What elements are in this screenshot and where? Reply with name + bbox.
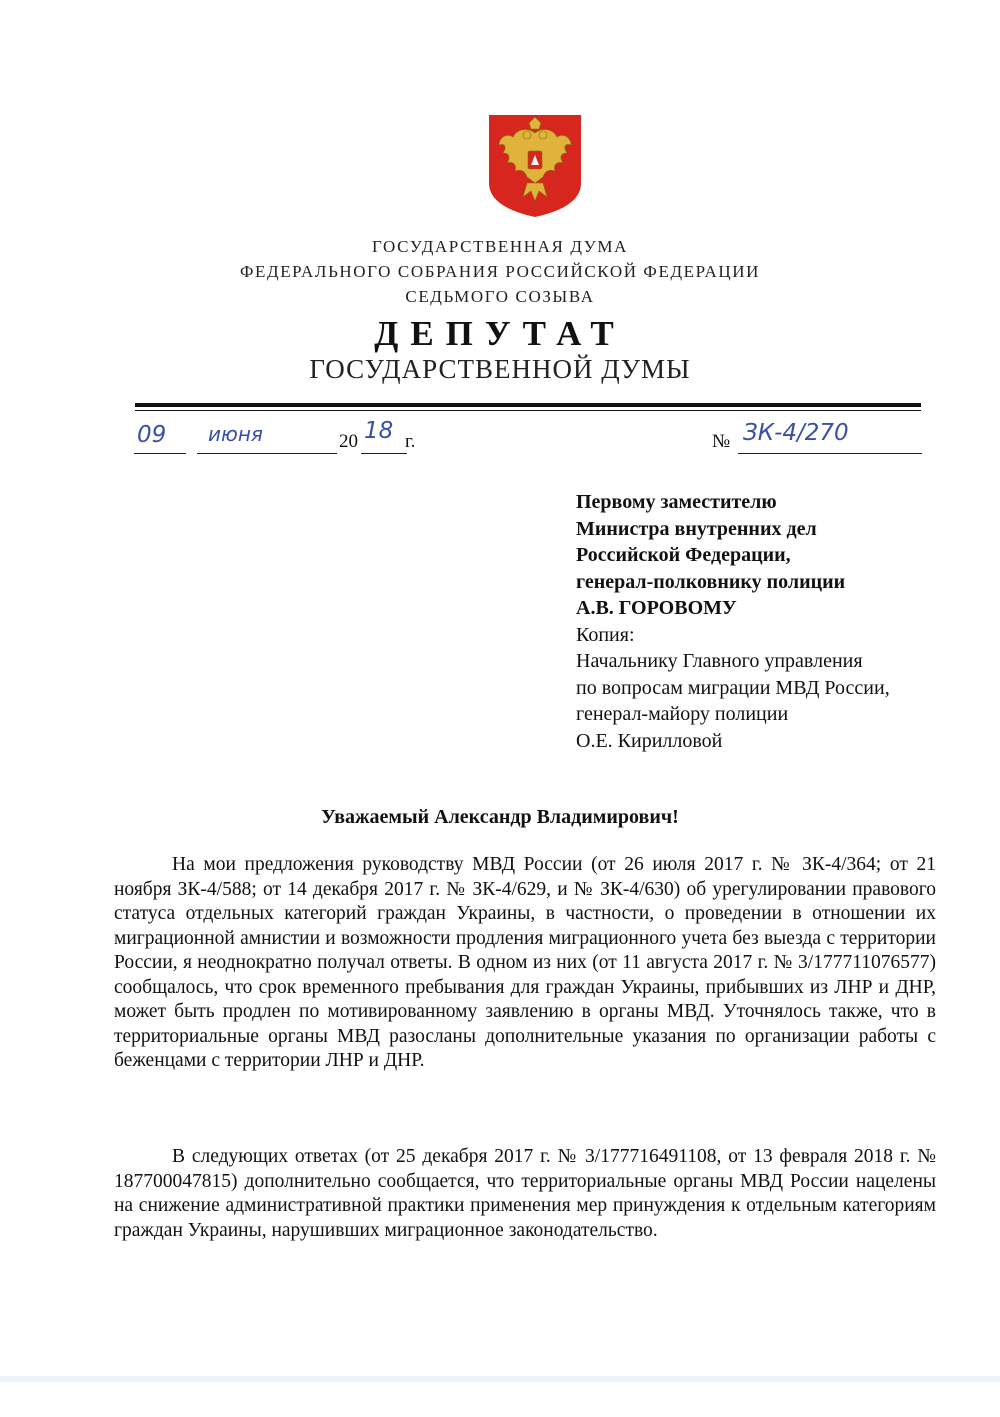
copy-label: Копия:	[576, 623, 635, 646]
copy-line-2: по вопросам миграции МВД России,	[576, 676, 890, 699]
date-year-unit: г.	[405, 431, 416, 452]
salutation: Уважаемый Александр Владимирович!	[321, 806, 679, 828]
org-name-line-1: ГОСУДАРСТВЕННАЯ ДУМА	[372, 237, 628, 256]
body-paragraph-2: В следующих ответах (от 25 декабря 2017 г. № 3/177716491108, от 13 февраля 2018 г. № 187700047815) дополнительно сообщается, что территориальные органы МВД России нацелены на снижение административной практики применения мер принуждения к отдельным категориям граждан Украины, нарушивших миграционное законодательство.	[114, 1146, 936, 1241]
document-number-handwritten: ЗК-4/270	[743, 420, 849, 446]
copy-line-3: генерал-майору полиции	[576, 703, 789, 725]
date-year-handwritten: 18	[364, 418, 394, 444]
org-name-line-2: ФЕДЕРАЛЬНОГО СОБРАНИЯ РОССИЙСКОЙ ФЕДЕРАЦИИ	[239, 262, 761, 281]
copy-name: О.Е. Кирилловой	[576, 729, 723, 752]
copy-line-1: Начальнику Главного управления	[576, 650, 863, 672]
scan-artifact-band	[0, 1376, 1000, 1382]
date-year-underline	[361, 453, 407, 454]
addressee-name: А.В. ГОРОВОМУ	[576, 597, 737, 619]
addressee-line-3: Российской Федерации,	[576, 544, 791, 566]
russian-coat-of-arms-icon	[487, 113, 583, 219]
document-subtitle: ГОСУДАРСТВЕННОЙ ДУМЫ	[309, 354, 691, 384]
header-divider-thin	[135, 410, 921, 411]
date-month-handwritten: июня	[208, 422, 263, 446]
date-day-handwritten: 09	[137, 422, 167, 448]
addressee-line-1: Первому заместителю	[576, 491, 777, 513]
number-sign: №	[712, 431, 731, 452]
date-month-underline	[197, 453, 337, 454]
addressee-block	[576, 489, 890, 754]
body-paragraph-1: На мои предложения руководству МВД России (от 26 июля 2017 г. № ЗК-4/364; от 21 ноября ЗК-4/588; от 14 декабря 2017 г. № ЗК-4/629, и № ЗК-4/630) об урегулировании правового статуса отдельных категорий граждан Украины, в частности, о проведении в отношении их миграционной амнистии и возможности продления миграционного учета без выезда с территории России, я неоднократно получал ответы. В одном из них (от 11 августа 2017 г. № 3/177711076577) сообщалось, что срок временного пребывания для граждан Украины, прибывших из ЛНР и ДНР, может быть продлен по мотивированному заявлению в органы МВД. Уточнялось также, что в территориальные органы МВД разосланы дополнительные указания по организации работы с беженцами с территории ЛНР и ДНР.	[114, 854, 936, 1071]
date-year-prefix: 20	[339, 431, 358, 452]
document-title: ДЕПУТАТ	[374, 314, 626, 353]
addressee-line-4: генерал-полковнику полиции	[576, 570, 846, 593]
addressee-line-2: Министра внутренних дел	[576, 517, 817, 540]
header-divider-thick	[135, 403, 921, 407]
date-day-underline	[134, 453, 186, 454]
number-underline	[738, 453, 922, 454]
org-name-line-3: СЕДЬМОГО СОЗЫВА	[405, 287, 595, 306]
